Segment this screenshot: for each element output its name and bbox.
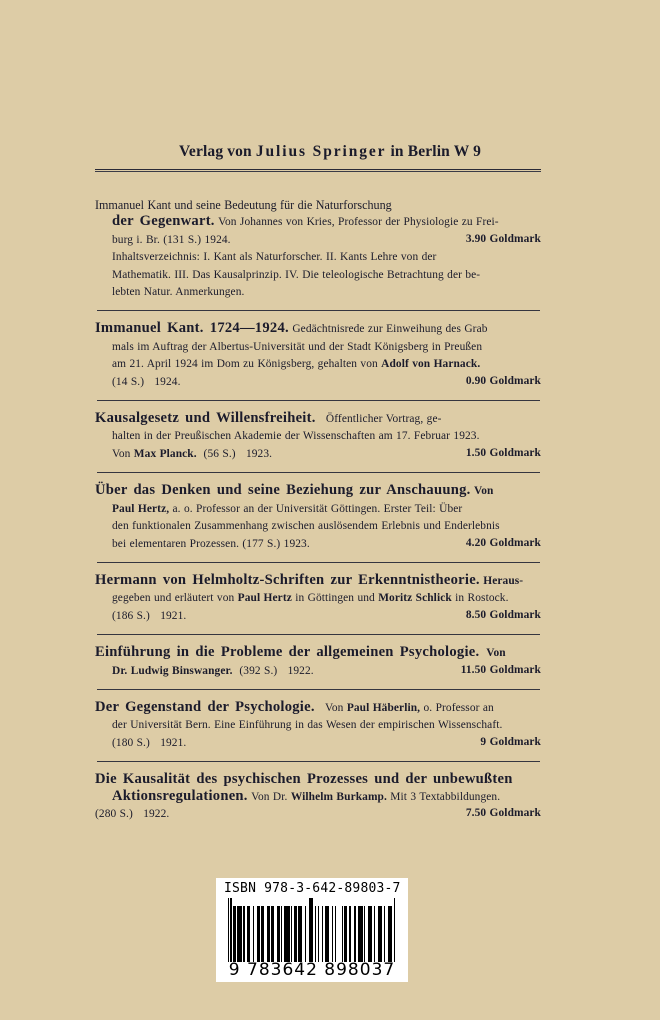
entry-year: 1921. [160, 609, 187, 622]
entry-contents: I. Kant als Naturforscher. II. Kants Lehre von der [203, 251, 437, 264]
entry-author: Wilhelm Burkamp. [290, 790, 387, 803]
entry-pages: (56 S.) [203, 447, 236, 460]
entry-description: a. o. Professor an der Universität Göttingen. [169, 502, 384, 515]
entry-description: o. Professor an [420, 701, 494, 714]
isbn-barcode [216, 878, 408, 982]
entry-title-line: Die Kausalität des psychischen Prozesses und der unbewußten [95, 771, 513, 788]
entry-price: 4.20 Goldmark [465, 536, 541, 549]
entry-price: 9 Goldmark [480, 735, 541, 748]
entry-emphasis: Öffentlicher Vortrag, [325, 413, 424, 426]
entry-title-line: Immanuel Kant und seine Bedeutung für die Naturforschung [95, 198, 392, 212]
entry-editor: Moritz Schlick [378, 592, 452, 605]
entry-pages: (180 S.) [112, 736, 150, 749]
entry-description: Gedächtnisrede zur Einweihung des Grab [292, 323, 488, 336]
entry-pages-year: bei elementaren Prozessen. (177 S.) 1923. [112, 537, 310, 550]
entry-author: Paul Häberlin, [346, 701, 421, 714]
barcode-bars [224, 898, 400, 962]
entry-contents: lebten Natur. Anmerkungen. [112, 286, 245, 299]
entry-title: Der Gegenstand der Psychologie. [95, 698, 315, 715]
entry-description: Heraus- [483, 574, 524, 587]
entry-title-line: der Gegenwart. [112, 213, 215, 230]
publisher-name: Julius Springer [255, 143, 387, 160]
entry-price: 3.90 Goldmark [465, 232, 541, 245]
entry-contents: Mathematik. III. Das Kausalprinzip. IV. Die teleologische Betrachtung der be- [112, 268, 481, 281]
entry-emphasis: Erster Teil: [383, 502, 436, 515]
entry-pages: (392 S.) [239, 664, 278, 677]
entry-pages: (14 S.) [112, 375, 145, 388]
entry-description: ge- [423, 413, 442, 426]
entry-description: Von Dr. [251, 790, 291, 803]
entry-price: 7.50 Goldmark [465, 806, 541, 819]
entry-year: 1923. [245, 447, 273, 460]
entry-description: am 21. April 1924 im Dom zu Königsberg, gehalten von [112, 358, 382, 371]
entry-title: Über das Denken und seine Beziehung zur Anschauung. [95, 482, 471, 499]
entry-description: den funktionalen Zusammenhang zwischen auslösendem Erlebnis und Enderlebnis [112, 520, 500, 533]
entry-author: Adolf von Harnack. [381, 358, 481, 371]
entry-title: Hermann von Helmholtz-Schriften zur Erkenntnistheorie. [95, 571, 480, 588]
entry-description: Von [473, 485, 494, 498]
entry-description: der Universität Bern. Eine Einführung in das Wesen der empirischen Wissenschaft. [112, 719, 503, 732]
book-entry [95, 563, 541, 635]
entry-pages-year: burg i. Br. (131 S.) 1924. [112, 233, 231, 246]
book-entry [95, 473, 541, 563]
entry-pages: (280 S.) [95, 807, 133, 820]
entry-price: 11.50 Goldmark [460, 663, 541, 676]
entry-description: mals im Auftrag der Albertus-Universität und der Stadt Königsberg in Preußen [112, 340, 483, 353]
entry-author: Max Planck. [133, 447, 197, 460]
publisher-imprint [0, 143, 660, 161]
entry-description: halten in der Preußischen Akademie der Wissenschaften am 17. Februar 1923. [112, 430, 480, 443]
barcode-digits: 9 783642 898037 [228, 960, 396, 980]
entry-title-line: Aktionsregulationen. [112, 787, 248, 804]
entry-price: 1.50 Goldmark [465, 446, 541, 459]
entry-author: Dr. Ludwig Binswanger. [112, 664, 233, 677]
entry-description: Von [486, 647, 506, 660]
publisher-prefix: Verlag von [179, 143, 256, 160]
entry-price: 0.90 Goldmark [465, 374, 541, 387]
entry-description: gegeben und erläutert von [112, 592, 238, 605]
entry-editor: Paul Hertz [237, 592, 292, 605]
entry-description: in Rostock. [451, 592, 509, 605]
entry-title: Kausalgesetz und Willensfreiheit. [95, 410, 316, 427]
entry-year: 1924. [154, 375, 181, 388]
entry-contents-label: Inhaltsverzeichnis: [112, 251, 200, 264]
entry-description: Von [112, 447, 134, 460]
book-entry [95, 690, 541, 762]
entry-year: 1922. [287, 664, 314, 677]
book-entry [95, 635, 541, 690]
entry-price: 8.50 Goldmark [465, 608, 541, 621]
entry-author: Paul Hertz, [112, 502, 170, 515]
entry-title: Immanuel Kant. 1724—1924. [95, 320, 289, 337]
book-entry [95, 401, 541, 473]
entry-pages: (186 S.) [112, 609, 150, 622]
book-entry [95, 311, 541, 401]
isbn-text: ISBN 978-3-642-89803-7 [224, 881, 401, 896]
entry-description: Von Johannes von Kries, Professor der Physiologie zu Frei- [218, 216, 499, 229]
entry-description: Über [435, 502, 463, 515]
entry-year: 1922. [143, 807, 170, 820]
entry-description: Von [325, 701, 347, 714]
entry-description: Mit 3 Textabbildungen. [386, 790, 501, 803]
entry-title: Einführung in die Probleme der allgemeinen Psychologie. [95, 644, 480, 661]
book-entry [95, 188, 541, 311]
entry-year: 1921. [160, 736, 187, 749]
book-listing [95, 188, 541, 832]
publisher-suffix: in Berlin W 9 [386, 143, 481, 160]
book-entry [95, 762, 541, 832]
entry-description: in Göttingen und [291, 592, 379, 605]
header-divider-rule [95, 169, 541, 172]
